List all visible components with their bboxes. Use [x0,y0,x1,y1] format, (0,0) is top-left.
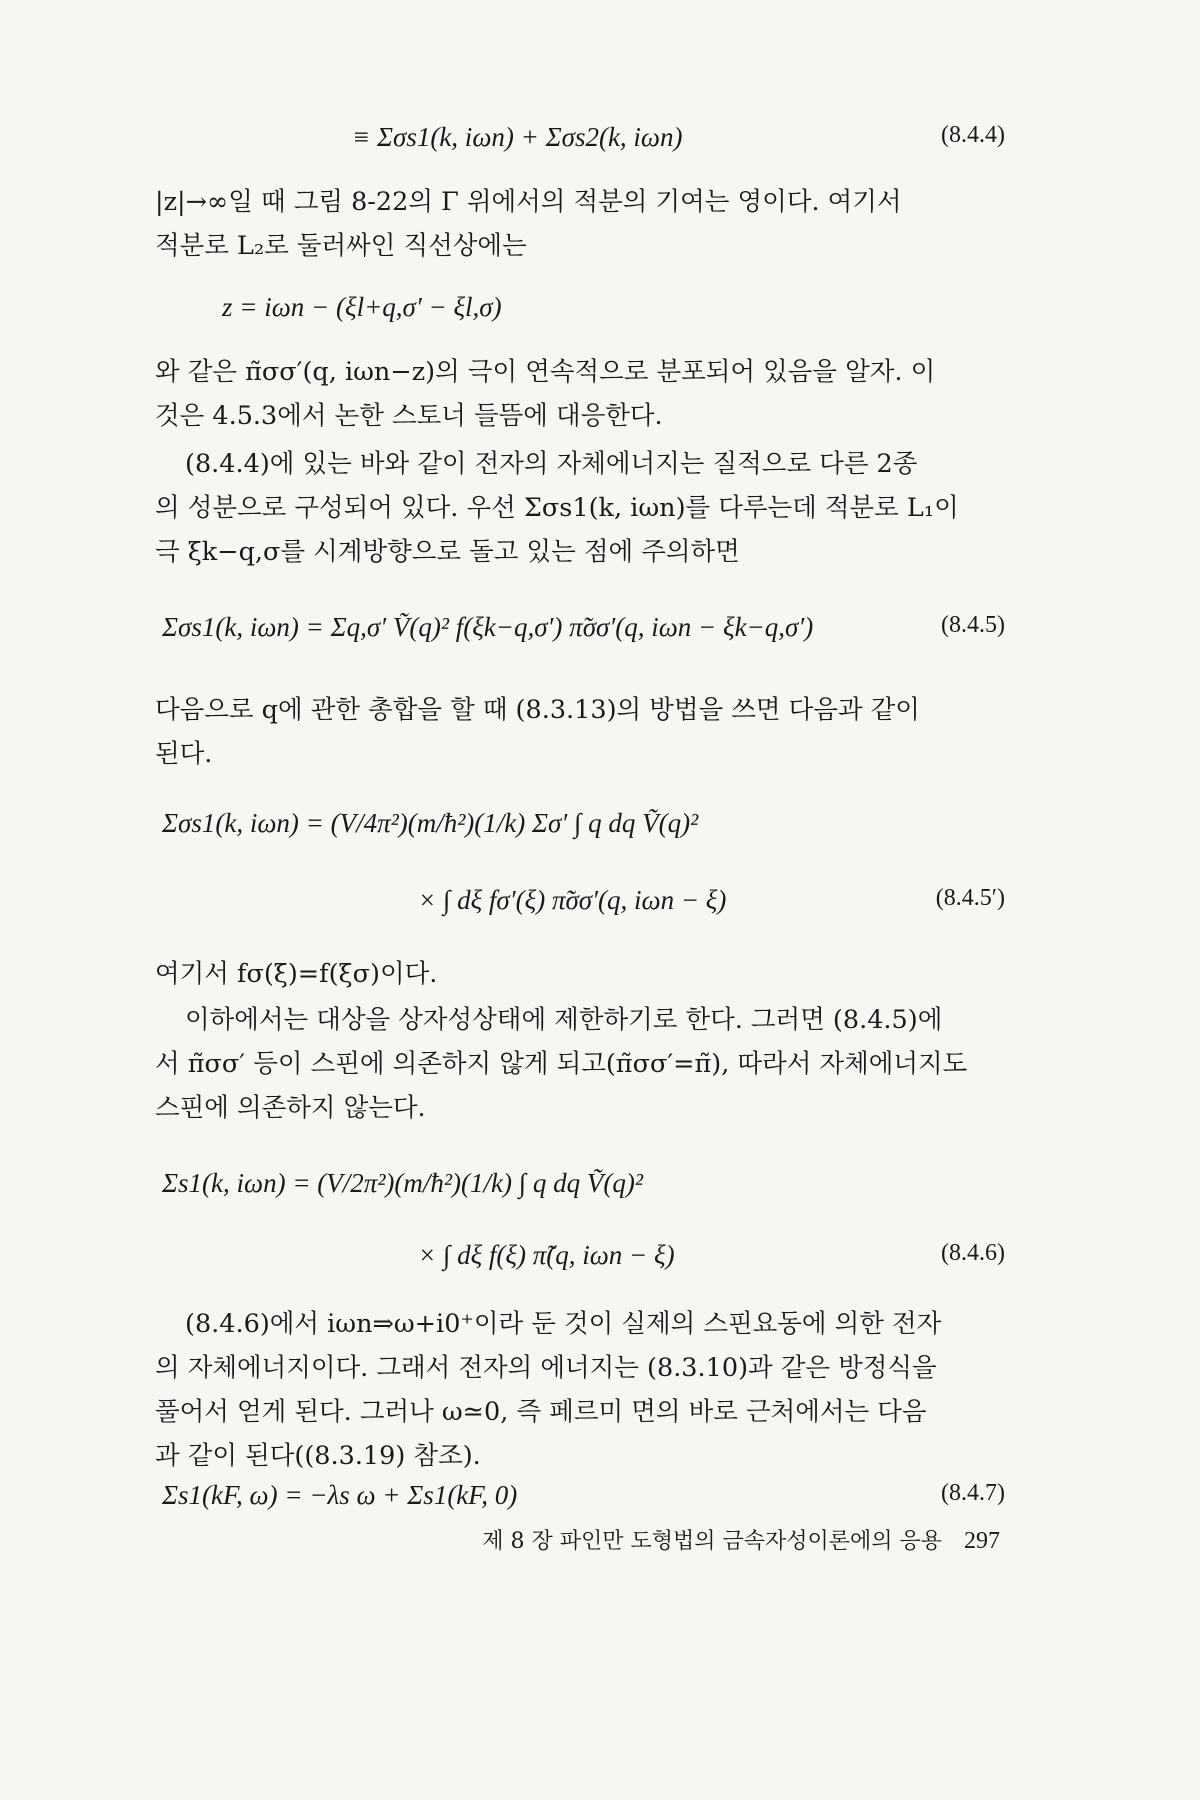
text-line: 의 성분으로 구성되어 있다. 우선 Σσs1(k, iωn)를 다루는데 적분로 L₁이 [155,493,959,523]
equation-number: (8.4.5′) [935,885,1005,911]
paragraph-7 [155,1302,1015,1478]
equation-number: (8.4.4) [941,122,1005,148]
equation-text: Σσs1(k, iωn) = Σq,σ′ Ṽ(q)² f(ξk−q,σ′) π̃σσ′(q, iωn − ξk−q,σ′) [162,612,814,642]
page-number: 297 [964,1528,1000,1554]
paragraph-4 [155,688,1015,776]
equation-text: × ∫ dξ f(ξ) π̃(q, iωn − ξ) [418,1240,675,1270]
text-line: 와 같은 π̃σσ′(q, iωn−z)의 극이 연속적으로 분포되어 있음을 알자. 이 [155,357,936,387]
text-line: 스핀에 의존하지 않는다. [155,1093,426,1123]
paragraph-5 [155,952,1015,996]
text-line: 된다. [155,739,213,769]
equation-text: × ∫ dξ fσ′(ξ) π̃σσ′(q, iωn − ξ) [418,885,727,915]
running-title: 제 8 장 파인만 도형법의 금속자성이론에의 응용 [482,1529,942,1554]
running-footer [482,1524,1000,1555]
text-line: 이하에서는 대상을 상자성상태에 제한하기로 한다. 그러면 (8.4.5)에 [185,1005,943,1035]
text-line: 극 ξk−q,σ를 시계방향으로 돌고 있는 점에 주의하면 [155,537,740,567]
equation-text: z = iωn − (ξl+q,σ′ − ξl,σ) [222,292,502,322]
equation-text: ≡ Σσs1(k, iωn) + Σσs2(k, iωn) [352,122,683,152]
text-line: 여기서 fσ(ξ)=f(ξσ)이다. [155,959,438,989]
paragraph-1 [155,180,1015,268]
text-line: 적분로 L₂로 둘러싸인 직선상에는 [155,231,527,261]
equation-number: (8.4.6) [941,1240,1005,1266]
text-line: |z|→∞일 때 그림 8-22의 Γ 위에서의 적분의 기여는 영이다. 여기서 [155,187,902,217]
text-line: (8.4.4)에 있는 바와 같이 전자의 자체에너지는 질적으로 다른 2종 [185,449,918,479]
paragraph-2 [155,350,1015,438]
paragraph-3 [155,442,1015,574]
text-line: 풀어서 얻게 된다. 그러나 ω≃0, 즉 페르미 면의 바로 근처에서는 다음 [155,1397,927,1427]
text-line: 다음으로 q에 관한 총합을 할 때 (8.3.13)의 방법을 쓰면 다음과 같이 [155,695,920,725]
text-line: (8.4.6)에서 iωn⇒ω+i0⁺이라 둔 것이 실제의 스핀요동에 의한 전자 [185,1309,942,1339]
text-line: 것은 4.5.3에서 논한 스토너 들뜸에 대응한다. [155,401,663,431]
equation-text: Σσs1(k, iωn) = (V/4π²)(m/ħ²)(1/k) Σσ′ ∫ q dq Ṽ(q)² [162,808,699,838]
text-line: 서 π̃σσ′ 등이 스핀에 의존하지 않게 되고(π̃σσ′=π̃), 따라서 자체에너지도 [155,1049,968,1079]
equation-number: (8.4.5) [941,612,1005,638]
text-line: 의 자체에너지이다. 그래서 전자의 에너지는 (8.3.10)과 같은 방정식을 [155,1353,937,1383]
equation-text: Σs1(k, iωn) = (V/2π²)(m/ħ²)(1/k) ∫ q dq Ṽ(q)² [162,1168,643,1198]
equation-number: (8.4.7) [941,1480,1005,1506]
text-line: 과 같이 된다((8.3.19) 참조). [155,1441,481,1471]
paragraph-6 [155,998,1015,1130]
equation-text: Σs1(kF, ω) = −λs ω + Σs1(kF, 0) [162,1480,518,1510]
